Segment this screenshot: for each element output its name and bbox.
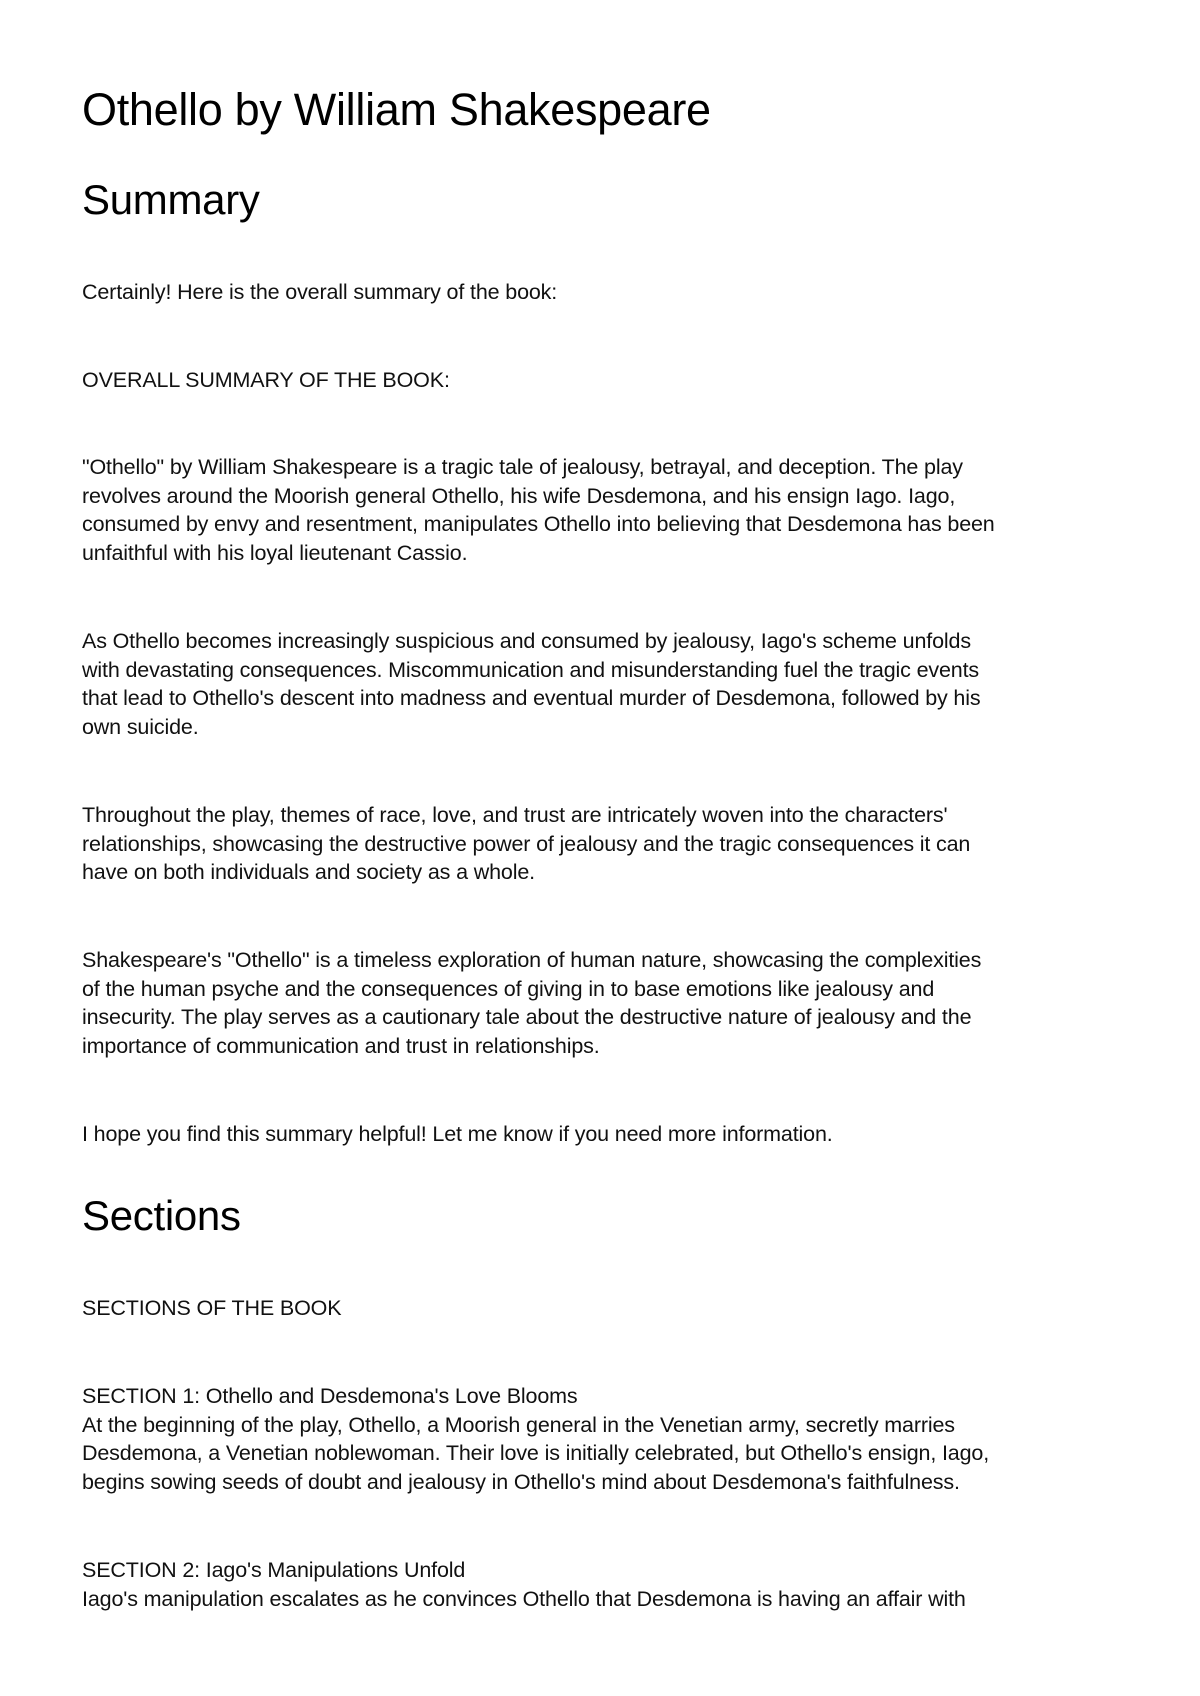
summary-closing-text: I hope you find this summary helpful! Let me know if you need more information. <box>82 1122 833 1146</box>
section-1 <box>82 1382 1142 1496</box>
paragraph-line: insecurity. The play serves as a cautionary tale about the destructive nature of jealousy and the <box>82 1005 972 1030</box>
document-title: Othello by William Shakespeare <box>82 84 711 135</box>
paragraph-line: revolves around the Moorish general Othello, his wife Desdemona, and his ensign Iago. Iago, <box>82 483 956 508</box>
paragraph-line: "Othello" by William Shakespeare is a tragic tale of jealousy, betrayal, and deception. The play <box>82 455 963 479</box>
paragraph-line: At the beginning of the play, Othello, a Moorish general in the Venetian army, secretly marries <box>82 1412 955 1437</box>
summary-paragraph-3 <box>82 801 1142 887</box>
summary-paragraph-1 <box>82 453 1142 567</box>
paragraph-line: importance of communication and trust in relationships. <box>82 1033 600 1058</box>
paragraph-line: begins sowing seeds of doubt and jealousy in Othello's mind about Desdemona's faithfulness. <box>82 1469 960 1494</box>
summary-intro-text: Certainly! Here is the overall summary of the book: <box>82 280 558 304</box>
section-2-heading: SECTION 2: Iago's Manipulations Unfold <box>82 1558 466 1582</box>
paragraph-line: As Othello becomes increasingly suspicious and consumed by jealousy, Iago's scheme unfolds <box>82 629 971 653</box>
paragraph-line: own suicide. <box>82 714 199 739</box>
summary-closing <box>82 1120 1142 1149</box>
paragraph-line: that lead to Othello's descent into madness and eventual murder of Desdemona, followed by his <box>82 686 981 711</box>
summary-paragraph-2 <box>82 627 1142 741</box>
paragraph-line: have on both individuals and society as a whole. <box>82 860 535 885</box>
sections-label <box>82 1294 1142 1323</box>
summary-label-text: OVERALL SUMMARY OF THE BOOK: <box>82 368 450 392</box>
section-1-heading: SECTION 1: Othello and Desdemona's Love Blooms <box>82 1384 578 1408</box>
section-2 <box>82 1556 1142 1613</box>
paragraph-line: of the human psyche and the consequences of giving in to base emotions like jealousy and <box>82 976 935 1001</box>
paragraph-line: Throughout the play, themes of race, love, and trust are intricately woven into the characters' <box>82 803 948 827</box>
paragraph-line: Desdemona, a Venetian noblewoman. Their love is initially celebrated, but Othello's ensign, Iago, <box>82 1441 990 1466</box>
summary-label <box>82 366 1142 395</box>
summary-paragraph-4 <box>82 946 1142 1060</box>
summary-heading: Summary <box>82 176 260 223</box>
summary-intro <box>82 278 1142 307</box>
paragraph-line: Shakespeare's "Othello" is a timeless exploration of human nature, showcasing the complexities <box>82 948 982 972</box>
paragraph-line: unfaithful with his loyal lieutenant Cassio. <box>82 540 468 565</box>
sections-heading: Sections <box>82 1192 241 1239</box>
paragraph-line: relationships, showcasing the destructive power of jealousy and the tragic consequences it can <box>82 831 971 856</box>
paragraph-line: with devastating consequences. Miscommunication and misunderstanding fuel the tragic events <box>82 657 980 682</box>
paragraph-line: Iago's manipulation escalates as he convinces Othello that Desdemona is having an affair with <box>82 1586 966 1611</box>
paragraph-line: consumed by envy and resentment, manipulates Othello into believing that Desdemona has been <box>82 512 995 537</box>
sections-label-text: SECTIONS OF THE BOOK <box>82 1296 342 1320</box>
